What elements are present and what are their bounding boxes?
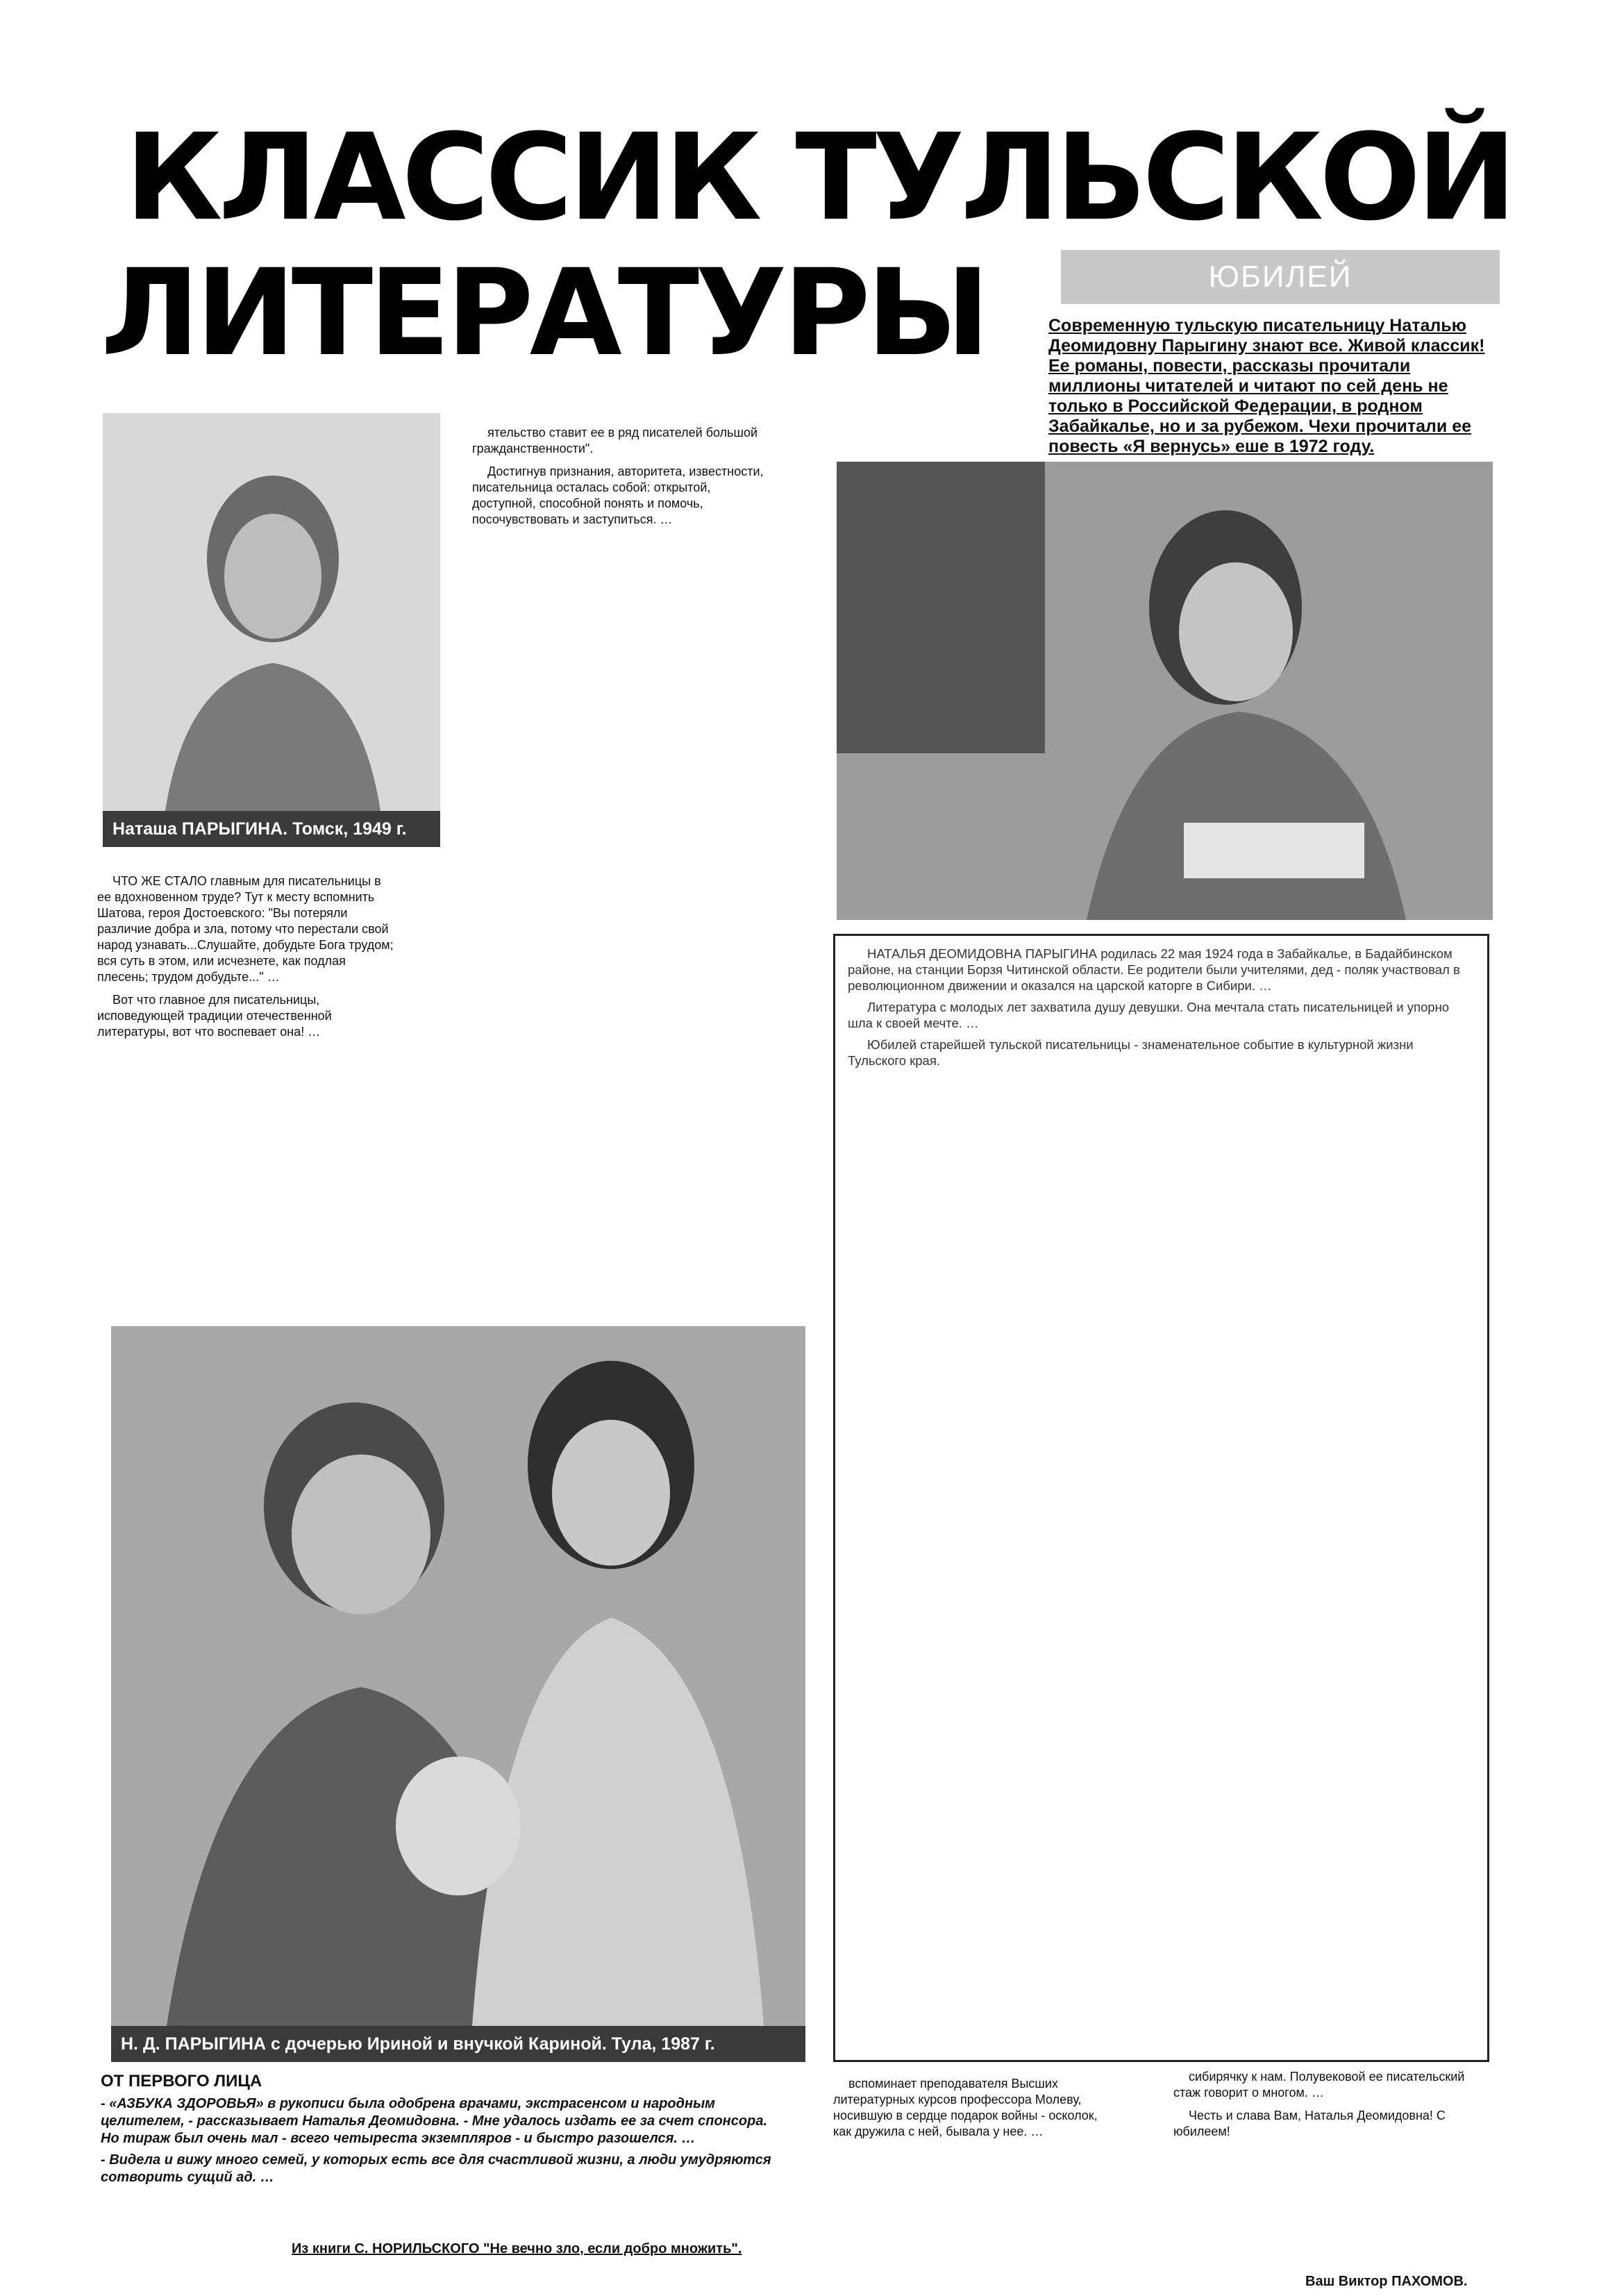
paragraph: ятельство ставит ее в ряд писателей большой гражданственности". <box>472 426 758 455</box>
article-column-middle <box>472 425 767 1310</box>
paragraph: Достигнув признания, авторитета, известности, писательница осталась собой: открытой, доступной, способной понять и помочь, посочувствовать и заступиться. … <box>472 464 764 526</box>
lead-paragraph: Современную тульскую писательницу Наталью Деомидовну Парыгину знают все. Живой классик! Ее романы, повести, рассказы прочитали миллионы читателей и читают по сей день не только в Российской Федерации, в родном Забайкалье, но и за рубежом. Чехи прочитали ее повесть «Я вернусь» еше в 1972 году. <box>1048 316 1485 456</box>
bottom-column-2 <box>1173 2069 1479 2270</box>
headline-line-2: ЛИТЕРАТУРЫ <box>101 243 987 383</box>
biography-box <box>833 934 1489 2062</box>
photo-young-parygina <box>103 413 440 847</box>
photo-family <box>111 1326 805 2062</box>
rubric-label: ЮБИЛЕЙ <box>1061 250 1500 304</box>
source-citation: Из книги С. НОРИЛЬСКОГО "Не вечно зло, если добро множить". <box>292 2241 742 2256</box>
author-signature: Ваш Виктор ПАХОМОВ. <box>1305 2274 1468 2289</box>
paragraph: ЧТО ЖЕ СТАЛО главным для писательницы в ее вдохновенном труде? Тут к месту вспомнить Шатова, героя Достоевского: "Вы потеряли различие добра и зла, потому что перестали свой народ узнавать...Слушайте, добудьте Бога трудом; вся суть в этом, или исчезнете, как подлая плесень; трудом добудьте..." … <box>97 874 394 984</box>
paragraph: НАТАЛЬЯ ДЕОМИДОВНА ПАРЫГИНА родилась 22 мая 1924 года в Забайкалье, в Бадайбинском районе, на станции Борзя Читинской области. Ее родители были учителями, дед - поляк участвовал в революционном движении и оказался на царской каторге в Сибири. … <box>848 946 1460 993</box>
photo-parygina-at-desk <box>837 462 1493 920</box>
photo-caption: Наташа ПАРЫГИНА. Томск, 1949 г. <box>103 811 440 847</box>
paragraph: вспоминает преподавателя Высших литературных курсов профессора Молеву, носившую в сердце подарок войны - осколок, как дружила с ней, бывала у нее. … <box>833 2077 1098 2138</box>
first-person-section <box>101 2072 788 2190</box>
paragraph: Литература с молодых лет захватила душу девушки. Она мечтала стать писательницей и упорно шла к своей мечте. … <box>848 1000 1450 1030</box>
paragraph: Вот что главное для писательницы, исповедующей традиции отечественной литературы, вот что воспевает она! … <box>97 993 332 1039</box>
section-heading: ОТ ПЕРВОГО ЛИЦА <box>101 2072 262 2090</box>
paragraph: сибирячку к нам. Полувековой ее писательский стаж говорит о многом. … <box>1173 2070 1465 2100</box>
paragraph: Честь и слава Вам, Наталья Деомидовна! С юбилеем! <box>1173 2109 1446 2138</box>
photo-caption: Н. Д. ПАРЫГИНА с дочерью Ириной и внучкой Кариной. Тула, 1987 г. <box>111 2026 805 2062</box>
headline-line-1: КЛАССИК ТУЛЬСКОЙ <box>125 108 1513 247</box>
paragraph: Юбилей старейшей тульской писательницы - знаменательное событие в культурной жизни Тульского края. <box>848 1037 1414 1068</box>
article-column-left <box>97 873 394 1262</box>
paragraph: - «АЗБУКА ЗДОРОВЬЯ» в рукописи была одобрена врачами, экстрасенсом и народным целителем, - рассказывает Наталья Деомидовна. - Мне удалось издать ее за счет спонсора. Но тираж был очень мал - всего четыреста экземпляров - и быстро разошелся. … <box>101 2096 767 2146</box>
bottom-column-1 <box>833 2076 1118 2277</box>
paragraph: - Видела и вижу много семей, у которых есть все для счастливой жизни, а люди умудряются сотворить сущий ад. … <box>101 2152 771 2185</box>
